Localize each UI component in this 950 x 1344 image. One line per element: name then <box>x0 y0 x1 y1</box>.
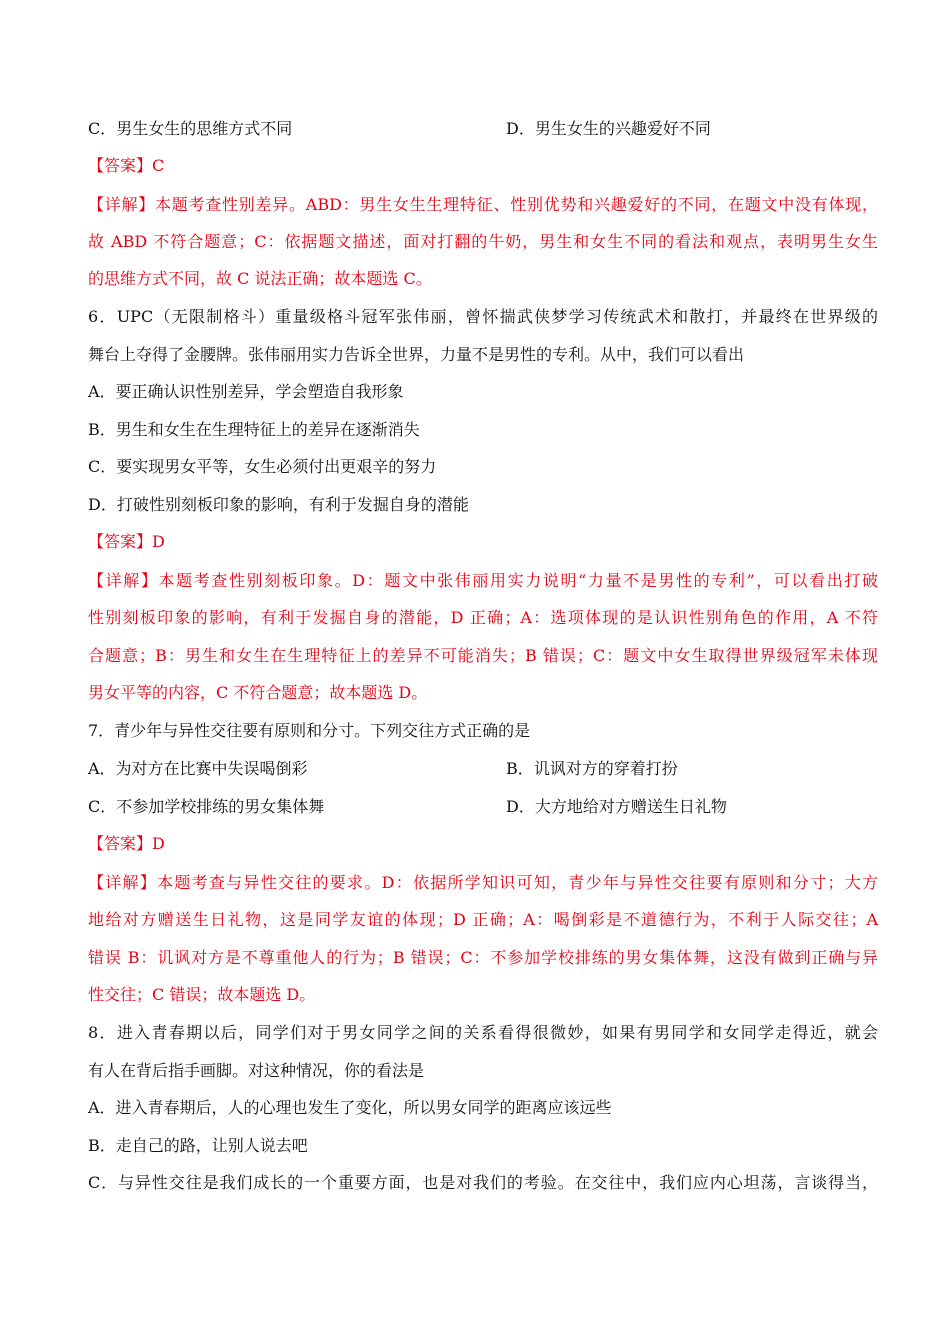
q5-detail-line: 【详解】本题考查性别差异。ABD：男生女生生理特征、性别优势和兴趣爱好的不同，在题文中没有体现， <box>88 195 878 214</box>
q8-option-a: A．进入青春期后，人的心理也发生了变化，所以男女同学的距离应该远些 <box>88 1098 612 1117</box>
q6-detail-line: 合题意；B：男生和女生在生理特征上的差异不可能消失；B 错误；C：题文中女生取得世界级冠军未体现 <box>88 646 878 665</box>
q8-stem-line: 有人在背后指手画脚。对这种情况，你的看法是 <box>88 1061 425 1080</box>
q5-detail-line: 故 ABD 不符合题意；C：依据题文描述，面对打翻的牛奶，男生和女生不同的看法和观点，表明男生女生 <box>88 232 878 251</box>
q8-option-c: C．与异性交往是我们成长的一个重要方面，也是对我们的考验。在交往中，我们应内心坦荡，言谈得当， <box>88 1173 878 1192</box>
q6-option-c: C．要实现男女平等，女生必须付出更艰辛的努力 <box>88 457 437 476</box>
q6-stem-line: 舞台上夺得了金腰牌。张伟丽用实力告诉全世界，力量不是男性的专利。从中，我们可以看出 <box>88 345 745 364</box>
q5-option-c: C．男生女生的思维方式不同 <box>88 119 293 138</box>
q5-answer: 【答案】C <box>88 156 165 175</box>
q6-stem-line: 6．UPC（无限制格斗）重量级格斗冠军张伟丽，曾怀揣武侠梦学习传统武术和散打，并最终在世界级的 <box>88 307 878 326</box>
q7-option-c: C．不参加学校排练的男女集体舞 <box>88 797 325 816</box>
q6-option-b: B．男生和女生在生理特征上的差异在逐渐消失 <box>88 420 420 439</box>
q6-option-d: D．打破性别刻板印象的影响，有利于发掘自身的潜能 <box>88 495 469 514</box>
q6-answer: 【答案】D <box>88 532 165 551</box>
q6-option-a: A．要正确认识性别差异，学会塑造自我形象 <box>88 382 404 401</box>
q5-options-row <box>88 118 878 140</box>
q7-detail-line: 错误 B：讥讽对方是不尊重他人的行为；B 错误；C：不参加学校排练的男女集体舞，这没有做到正确与异 <box>88 948 878 967</box>
q8-stem-line: 8．进入青春期以后，同学们对于男女同学之间的关系看得很微妙，如果有男同学和女同学走得近，就会 <box>88 1023 878 1042</box>
q5-option-d: D．男生女生的兴趣爱好不同 <box>506 119 711 138</box>
q7-answer: 【答案】D <box>88 834 165 853</box>
q7-detail-line: 性交往；C 错误；故本题选 D。 <box>88 985 316 1004</box>
q6-detail-line: 男女平等的内容，C 不符合题意；故本题选 D。 <box>88 683 428 702</box>
q6-detail-line: 性别刻板印象的影响，有利于发掘自身的潜能，D 正确；A：选项体现的是认识性别角色的作用，A 不符 <box>88 608 878 627</box>
q7-option-d: D．大方地给对方赠送生日礼物 <box>506 797 727 816</box>
q7-detail-line: 【详解】本题考查与异性交往的要求。D：依据所学知识可知，青少年与异性交往要有原则和分寸；大方 <box>88 873 878 892</box>
q7-detail-line: 地给对方赠送生日礼物，这是同学友谊的体现；D 正确；A：喝倒彩是不道德行为，不利于人际交往；A <box>88 910 878 929</box>
q7-options-row <box>88 796 878 818</box>
q7-stem: 7．青少年与异性交往要有原则和分寸。下列交往方式正确的是 <box>88 721 531 740</box>
q7-option-b: B．讥讽对方的穿着打扮 <box>506 759 678 778</box>
q5-detail-line: 的思维方式不同，故 C 说法正确；故本题选 C。 <box>88 269 432 288</box>
q7-option-a: A．为对方在比赛中失误喝倒彩 <box>88 759 308 778</box>
q8-option-b: B．走自己的路，让别人说去吧 <box>88 1136 308 1155</box>
q6-detail-line: 【详解】本题考查性别刻板印象。D：题文中张伟丽用实力说明“力量不是男性的专利”，可以看出打破 <box>88 571 878 590</box>
q7-options-row <box>88 758 878 780</box>
